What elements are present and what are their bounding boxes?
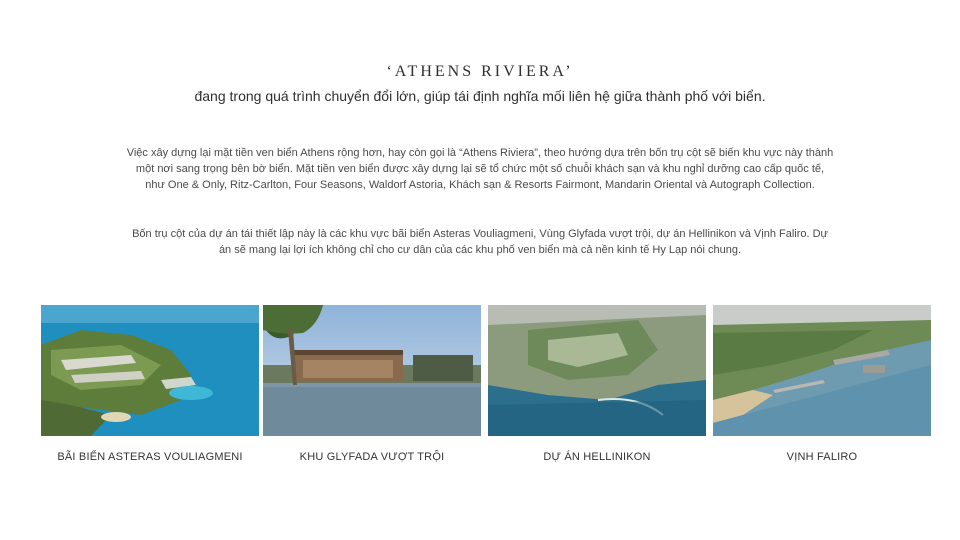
intro-paragraph: Việc xây dựng lại mặt tiền ven biển Athens rộng hơn, hay còn gọi là “Athens Riviera”, theo hướng dựa trên bốn trụ cột sẽ biến khu vực này thành một nơi sang trọng bên bờ biển. Mặt tiền ven biển được xây dựng lại sẽ tổ chức một số chuỗi khách sạn và khu nghỉ dưỡng cao cấp quốc tế, như One & Only, Ritz-Carlton, Four Seasons, Waldorf Astoria, Khách sạn & Resorts Fairmont, Mandarin Oriental và Autograph Collection.	[126, 147, 834, 191]
caption-asteras-vouliagmeni: BÃI BIỂN ASTERAS VOULIAGMENI	[57, 451, 243, 463]
page-title: ‘ATHENS RIVIERA’	[386, 63, 574, 80]
glyfada-photo	[263, 305, 481, 436]
caption-faliro: VỊNH FALIRO	[786, 451, 858, 463]
caption-hellinikon: DỰ ÁN HELLINIKON	[543, 451, 651, 463]
hellinikon-photo	[488, 305, 706, 436]
caption-glyfada: KHU GLYFADA VƯỢT TRỘI	[299, 451, 445, 463]
faliro-photo	[713, 305, 931, 436]
pillars-paragraph: Bốn trụ cột của dự án tái thiết lập này là các khu vực bãi biển Asteras Vouliagmeni, Vùng Glyfada vượt trội, dự án Hellinikon và Vịnh Faliro. Dự án sẽ mang lại lợi ích không chỉ cho cư dân của các khu phố ven biển mà cả nền kinh tế Hy Lạp nói chung.	[132, 228, 828, 256]
asteras-vouliagmeni-photo	[41, 305, 259, 436]
page-subtitle: đang trong quá trình chuyển đổi lớn, giúp tái định nghĩa mối liên hệ giữa thành phố với biển.	[194, 88, 766, 104]
